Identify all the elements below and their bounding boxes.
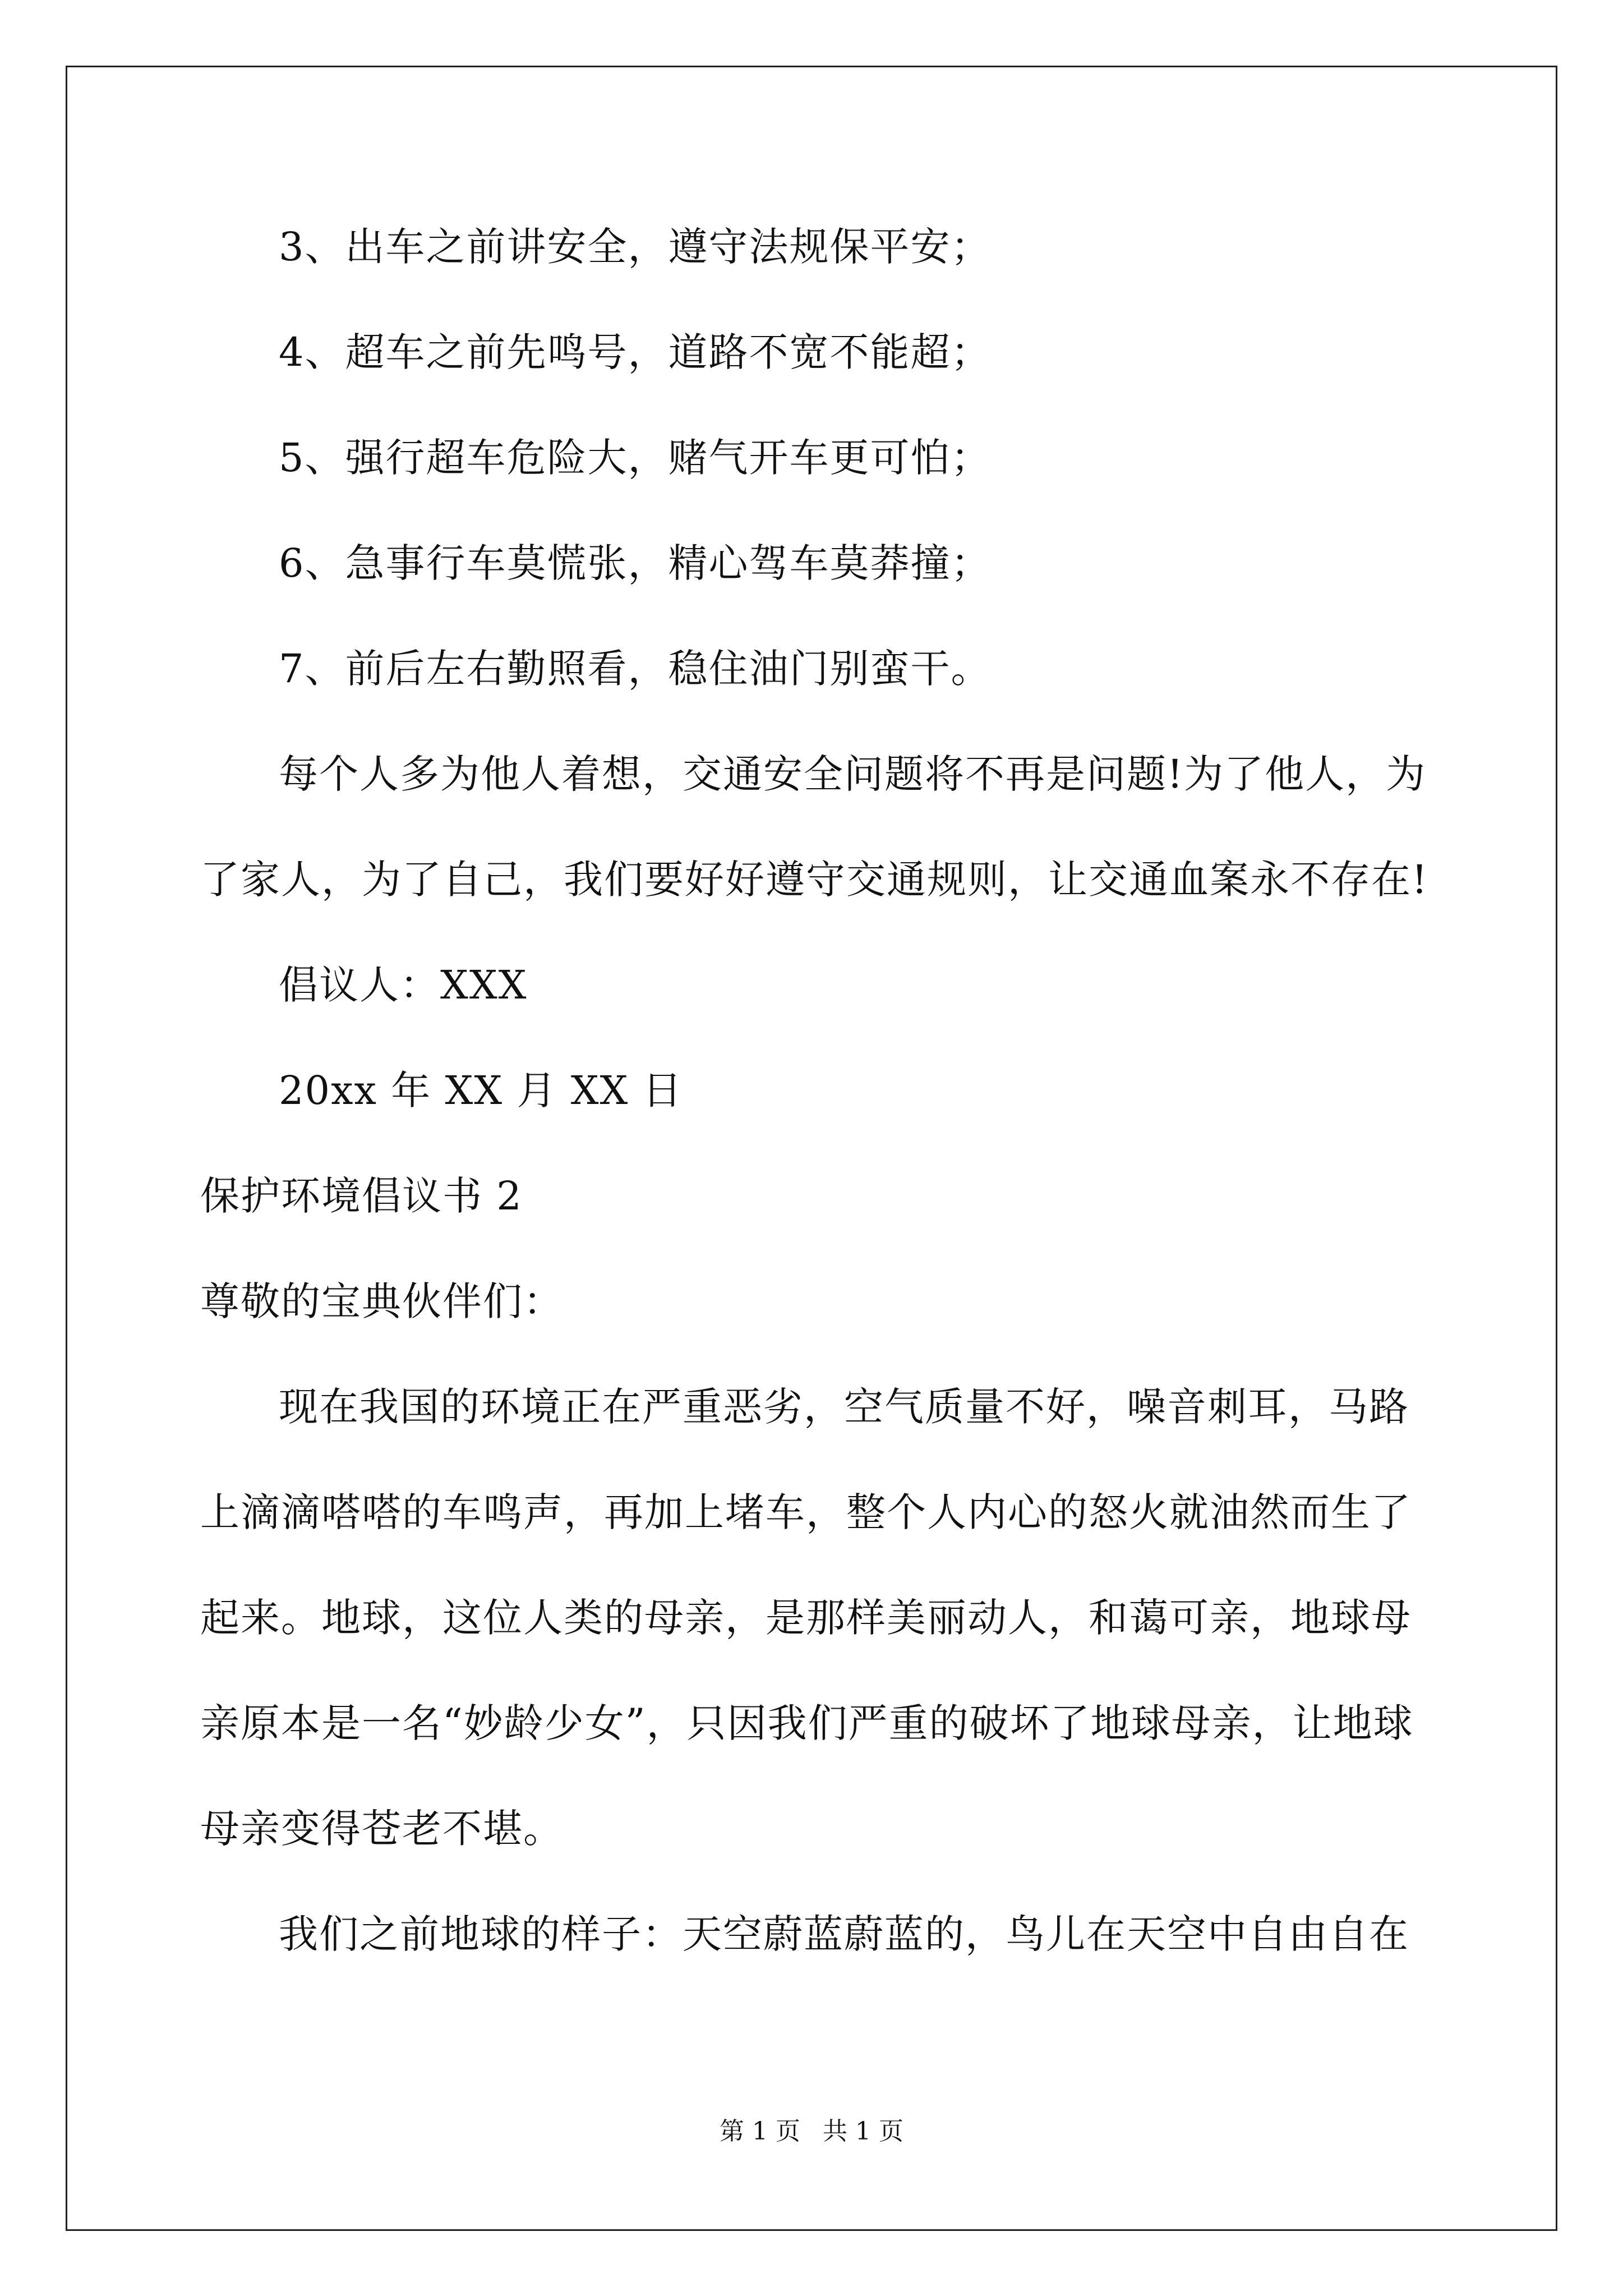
paragraph-line: 母亲变得苍老不堪。 xyxy=(200,1806,564,1852)
page-border xyxy=(66,66,1557,2231)
page-footer xyxy=(0,2115,1623,2148)
list-item-4: 4、超车之前先鸣号，道路不宽不能超； xyxy=(279,329,992,375)
proposer-line: 倡议人：XXX xyxy=(279,962,528,1008)
total-pages: 共 1 页 xyxy=(823,2117,903,2146)
paragraph-line: 了家人，为了自己，我们要好好遵守交通规则，让交通血案永不存在! xyxy=(200,857,1429,903)
list-item-3: 3、出车之前讲安全，遵守法规保平安； xyxy=(279,224,992,270)
paragraph-line: 亲原本是一名“妙龄少女”，只因我们严重的破坏了地球母亲，让地球 xyxy=(200,1700,1414,1746)
list-item-5: 5、强行超车危险大，赌气开车更可怕； xyxy=(279,435,992,481)
paragraph-line: 现在我国的环境正在严重恶劣，空气质量不好，噪音刺耳，马路 xyxy=(279,1384,1409,1430)
paragraph-line: 起来。地球，这位人类的母亲，是那样美丽动人，和蔼可亲，地球母 xyxy=(200,1595,1412,1641)
list-item-6: 6、急事行车莫慌张，精心驾车莫莽撞； xyxy=(279,540,992,586)
page-number: 第 1 页 xyxy=(720,2117,800,2146)
salutation: 尊敬的宝典伙伴们： xyxy=(200,1278,564,1324)
paragraph-line: 我们之前地球的样子：天空蔚蓝蔚蓝的，鸟儿在天空中自由自在 xyxy=(279,1911,1409,1957)
paragraph-line: 上滴滴嗒嗒的车鸣声，再加上堵车，整个人内心的怒火就油然而生了 xyxy=(200,1489,1412,1535)
paragraph-line: 每个人多为他人着想，交通安全问题将不再是问题!为了他人，为 xyxy=(279,751,1427,797)
date-line: 20xx 年 XX 月 XX 日 xyxy=(279,1068,683,1114)
list-item-7: 7、前后左右勤照看，稳住油门别蛮干。 xyxy=(279,646,992,692)
section-title: 保护环境倡议书 2 xyxy=(200,1173,523,1219)
